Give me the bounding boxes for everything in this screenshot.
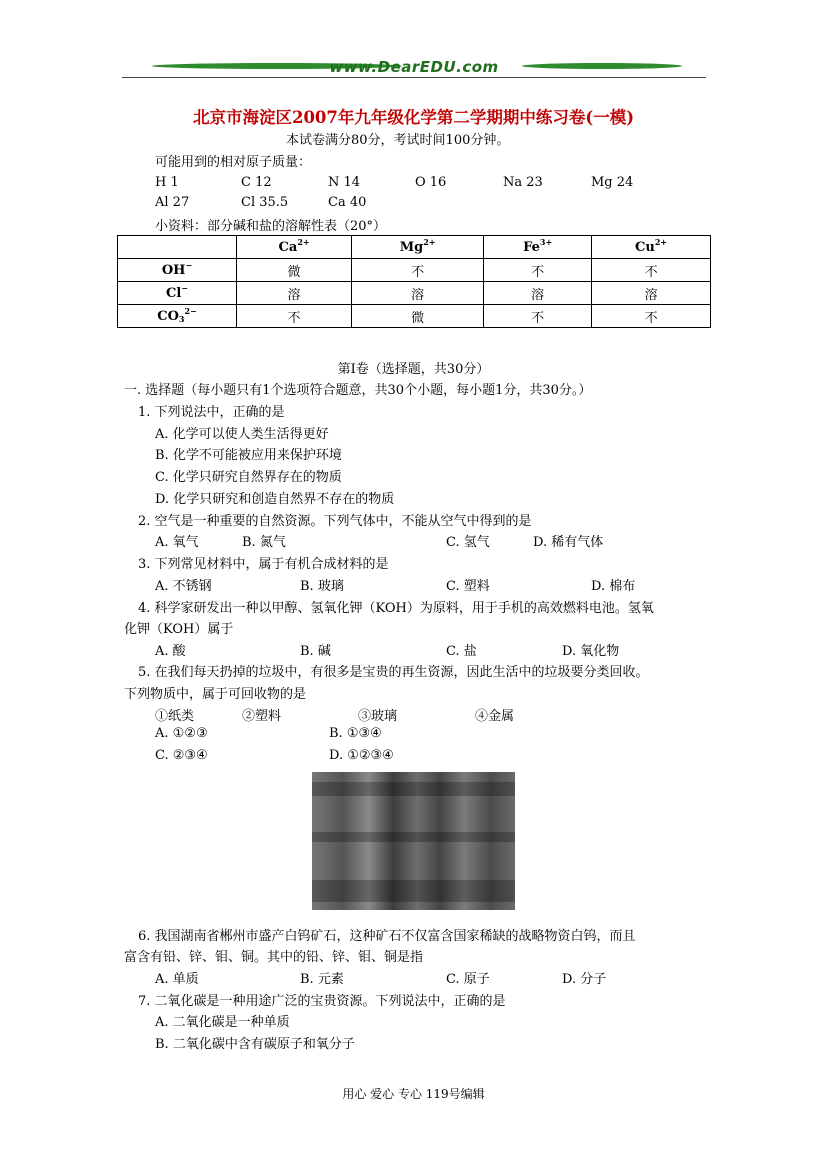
question-4-stem: 4. 科学家研发出一种以甲醇、氢氧化钾（KOH）为原料，用于手机的高效燃料电池。氢氧 xyxy=(138,601,654,616)
question-1-stem: 1. 下列说法中，正确的是 xyxy=(138,405,285,420)
cation-header: $Fe^{3+}$ xyxy=(484,236,592,259)
question-4-option-c[interactable]: C. 盐 xyxy=(446,644,477,659)
question-1-option-b[interactable]: B. 化学不可能被应用来保护环境 xyxy=(155,448,342,463)
site-header-banner xyxy=(122,56,706,82)
question-7-option-b[interactable]: B. 二氧化碳中含有碳原子和氧分子 xyxy=(155,1037,355,1052)
table-cell: 微 xyxy=(352,305,484,328)
section-heading: 第Ⅰ卷（选择题，共30分） xyxy=(337,362,490,377)
question-2-stem: 2. 空气是一种重要的自然资源。下列气体中，不能从空气中得到的是 xyxy=(138,514,532,529)
question-1-option-c[interactable]: C. 化学只研究自然界存在的物质 xyxy=(155,470,342,485)
question-4-option-d[interactable]: D. 氧化物 xyxy=(562,644,620,659)
atomic-mass-o: O 16 xyxy=(415,175,447,190)
question-3-stem: 3. 下列常见材料中，属于有机合成材料的是 xyxy=(138,557,389,572)
question-2-option-c[interactable]: C. 氢气 xyxy=(446,535,490,550)
question-2-option-a[interactable]: A. 氧气 xyxy=(155,535,199,550)
atomic-mass-ca: Ca 40 xyxy=(328,195,367,210)
table-cell: 微 xyxy=(237,259,352,282)
question-6-option-b[interactable]: B. 元素 xyxy=(300,972,344,987)
cation-header: $Mg^{2+}$ xyxy=(352,236,484,259)
cation-header: $Ca^{2+}$ xyxy=(237,236,352,259)
question-5-item: ②塑料 xyxy=(242,709,282,724)
cation-header: $Cu^{2+}$ xyxy=(592,236,711,259)
question-6-stem-continued: 富含有铅、锌、钼、铜。其中的铅、锌、钼、铜是指 xyxy=(124,950,424,965)
atomic-mass-na: Na 23 xyxy=(503,175,543,190)
photo-shading xyxy=(312,880,515,902)
table-row xyxy=(118,305,711,328)
table-cell: 不 xyxy=(237,305,352,328)
table-cell: 不 xyxy=(352,259,484,282)
question-2-option-d[interactable]: D. 稀有气体 xyxy=(533,535,604,550)
header-rule xyxy=(122,77,706,78)
question-5-stem-continued: 下列物质中，属于可回收物的是 xyxy=(124,687,307,702)
question-7-stem: 7. 二氧化碳是一种用途广泛的宝贵资源。下列说法中，正确的是 xyxy=(138,994,506,1009)
page-title: 北京市海淀区2007年九年级化学第二学期期中练习卷(一模) xyxy=(192,108,635,127)
question-5-item: ①纸类 xyxy=(155,709,195,724)
question-4-stem-continued: 化钾（KOH）属于 xyxy=(124,622,234,637)
solubility-note: 小资料：部分碱和盐的溶解性表（20°） xyxy=(155,219,387,234)
question-6-option-c[interactable]: C. 原子 xyxy=(446,972,490,987)
anion-label: Cl− xyxy=(118,282,237,305)
table-row xyxy=(118,259,711,282)
question-4-option-a[interactable]: A. 酸 xyxy=(155,644,186,659)
question-3-option-b[interactable]: B. 玻璃 xyxy=(300,579,344,594)
exam-info: 本试卷满分80分，考试时间100分钟。 xyxy=(286,133,510,148)
photo-shading xyxy=(312,782,515,796)
atomic-mass-n: N 14 xyxy=(328,175,361,190)
question-1-option-a[interactable]: A. 化学可以使人类生活得更好 xyxy=(155,427,329,442)
question-5-item: ④金属 xyxy=(475,709,515,724)
table-cell: 不 xyxy=(592,259,711,282)
photo-shading xyxy=(312,832,515,842)
table-cell: 溶 xyxy=(237,282,352,305)
table-cell: 溶 xyxy=(352,282,484,305)
mine-photo xyxy=(312,772,515,910)
atomic-mass-mg: Mg 24 xyxy=(591,175,634,190)
solubility-table xyxy=(117,235,711,328)
question-5-option-a[interactable]: A. ①②③ xyxy=(155,726,208,741)
atomic-mass-heading: 可能用到的相对原子质量： xyxy=(155,155,312,170)
table-cell: 溶 xyxy=(592,282,711,305)
table-cell: 不 xyxy=(592,305,711,328)
anion-label: $CO_3^{2-}$ xyxy=(118,305,237,328)
question-3-option-c[interactable]: C. 塑料 xyxy=(446,579,490,594)
section-instruction: 一. 选择题（每小题只有1个选项符合题意，共30个小题，每小题1分，共30分。） xyxy=(124,383,592,398)
question-6-option-d[interactable]: D. 分子 xyxy=(562,972,607,987)
question-5-option-c[interactable]: C. ②③④ xyxy=(155,748,208,763)
question-3-option-d[interactable]: D. 棉布 xyxy=(591,579,636,594)
page-footer: 用心 爱心 专心 119号编辑 xyxy=(342,1087,485,1101)
question-2-option-b[interactable]: B. 氮气 xyxy=(242,535,286,550)
atomic-mass-al: Al 27 xyxy=(155,195,190,210)
question-1-option-d[interactable]: D. 化学只研究和创造自然界不存在的物质 xyxy=(155,492,395,507)
table-cell: 不 xyxy=(484,259,592,282)
question-5-item: ③玻璃 xyxy=(358,709,398,724)
question-4-option-b[interactable]: B. 碱 xyxy=(300,644,331,659)
table-cell: 溶 xyxy=(484,282,592,305)
corner-cell xyxy=(118,236,237,259)
anion-label: OH− xyxy=(118,259,237,282)
question-3-option-a[interactable]: A. 不锈钢 xyxy=(155,579,212,594)
question-5-stem: 5. 在我们每天扔掉的垃圾中，有很多是宝贵的再生资源，因此生活中的垃圾要分类回收。 xyxy=(138,665,649,680)
table-cell: 不 xyxy=(484,305,592,328)
table-header-row xyxy=(118,236,711,259)
atomic-mass-h: H 1 xyxy=(155,175,179,190)
question-6-stem: 6. 我国湖南省郴州市盛产白钨矿石，这种矿石不仅富含国家稀缺的战略物资白钨，而且 xyxy=(138,929,636,944)
table-row xyxy=(118,282,711,305)
question-5-option-d[interactable]: D. ①②③④ xyxy=(329,748,394,763)
site-url[interactable]: www.DearEDU.com xyxy=(329,58,499,76)
question-6-option-a[interactable]: A. 单质 xyxy=(155,972,199,987)
atomic-mass-cl: Cl 35.5 xyxy=(241,195,289,210)
atomic-mass-c: C 12 xyxy=(241,175,272,190)
question-5-option-b[interactable]: B. ①③④ xyxy=(329,726,382,741)
question-7-option-a[interactable]: A. 二氧化碳是一种单质 xyxy=(155,1015,290,1030)
